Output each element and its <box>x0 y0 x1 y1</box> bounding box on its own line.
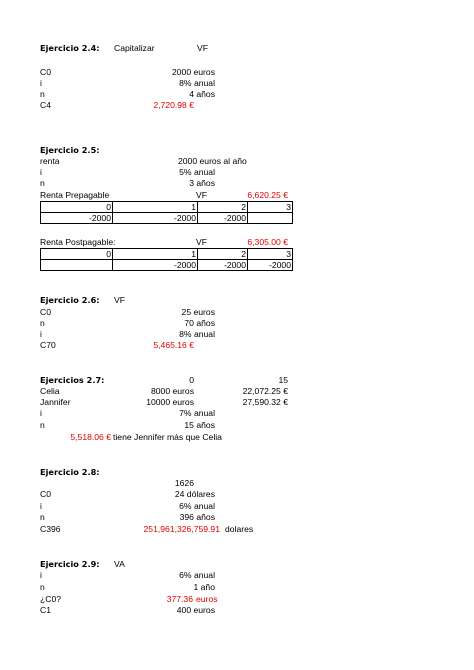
ejercicio-2-4-title: Ejercicio 2.4: <box>40 43 100 53</box>
e27-value-i: 7% anual <box>179 408 215 418</box>
e27-head-0: 0 <box>189 375 194 385</box>
e28-result-unit: dolares <box>225 524 254 534</box>
e25-value-n: 3 años <box>189 178 215 188</box>
e29-value-n: 1 año <box>193 582 215 592</box>
e25-label-n: n <box>40 178 45 188</box>
grid-cell: 3 <box>248 249 293 260</box>
e27-result-jennifer: 27,590.32 € <box>242 397 288 407</box>
ejercicio-2-6-title: Ejercicio 2.6: <box>40 295 100 305</box>
grid-cell: -2000 <box>198 260 248 271</box>
e27-result-celia: 22,072.25 € <box>242 386 288 396</box>
grid-cell <box>248 213 293 224</box>
table-row <box>41 249 293 260</box>
grid-cell: 2 <box>198 202 248 213</box>
e28-label-c0: C0 <box>40 489 51 499</box>
e24-label-n: n <box>40 89 45 99</box>
e26-label-i: i <box>40 329 42 339</box>
e26-label-c70: C70 <box>40 340 56 350</box>
e28-result-c396: 251,961,326,759.91 <box>143 524 220 534</box>
e25-label-i: i <box>40 167 42 177</box>
e26-value-c0: 25 euros <box>181 307 215 317</box>
e28-year: 1626 <box>174 478 194 488</box>
e27-head-15: 15 <box>278 375 288 385</box>
e29-value-i: 6% anual <box>179 570 215 580</box>
e29-label-i: i <box>40 570 42 580</box>
ejercicio-2-9-tag: VA <box>114 559 125 569</box>
e25-label-renta: renta <box>40 156 60 166</box>
e27-difference-text: tiene Jennifer más que Celia <box>113 432 222 442</box>
e24-value-i: 8% anual <box>179 78 215 88</box>
grid-cell: -2000 <box>248 260 293 271</box>
e24-result-c4: 2,720.98 € <box>153 100 194 110</box>
table-row <box>41 202 293 213</box>
e24-label-i: i <box>40 78 42 88</box>
e27-label-jennifer: Jannifer <box>40 397 71 407</box>
e27-label-i: i <box>40 408 42 418</box>
e25-postpagable-label: Renta Postpagable: <box>40 237 116 247</box>
ejercicio-2-4-tag: VF <box>197 43 208 53</box>
ejercicio-2-4-subtitle: Capitalizar <box>114 43 155 53</box>
e27-value-jennifer: 10000 euros <box>146 397 194 407</box>
e25-postpagable-tag: VF <box>196 237 207 247</box>
e27-difference-value: 5,518.06 € <box>70 432 111 442</box>
e29-label-c0: ¿C0? <box>40 594 62 604</box>
ejercicio-2-5-title: Ejercicio 2.5: <box>40 145 100 155</box>
e24-value-c0: 2000 euros <box>171 67 215 77</box>
e25-value-i: 5% anual <box>179 167 215 177</box>
e25-prepagable-tag: VF <box>196 190 207 200</box>
e26-label-n: n <box>40 318 45 328</box>
ejercicio-2-7-title: Ejercicios 2.7: <box>40 375 105 385</box>
e28-label-n: n <box>40 512 45 522</box>
e25-prepagable-result: 6,620.25 € <box>247 190 288 200</box>
e27-value-celia: 8000 euros <box>150 386 194 396</box>
e29-label-c1: C1 <box>40 605 51 615</box>
ejercicio-2-6-tag: VF <box>114 295 125 305</box>
grid-cell: 0 <box>41 202 113 213</box>
e25-prepagable-label: Renta Prepagable <box>40 190 110 200</box>
e27-label-celia: Celia <box>40 386 60 396</box>
prepagable-cashflow-grid <box>40 201 293 224</box>
grid-cell: 1 <box>113 249 198 260</box>
e27-value-n: 15 años <box>184 420 215 430</box>
grid-cell: 0 <box>41 249 113 260</box>
e26-value-n: 70 años <box>184 318 215 328</box>
e28-value-c0: 24 dólares <box>174 489 215 499</box>
table-row <box>41 213 293 224</box>
e26-value-i: 8% anual <box>179 329 215 339</box>
table-row <box>41 260 293 271</box>
grid-cell: -2000 <box>113 213 198 224</box>
e29-result-c0: 377.36 <box>166 594 193 604</box>
e26-result-c70: 5,465.16 € <box>153 340 194 350</box>
grid-cell: -2000 <box>198 213 248 224</box>
grid-cell: -2000 <box>113 260 198 271</box>
e25-postpagable-result: 6,305.00 € <box>247 237 288 247</box>
e24-label-c0: C0 <box>40 67 51 77</box>
grid-cell: 3 <box>248 202 293 213</box>
e28-label-i: i <box>40 501 42 511</box>
grid-cell: 2 <box>198 249 248 260</box>
e26-label-c0: C0 <box>40 307 51 317</box>
e28-label-c396: C396 <box>40 524 61 534</box>
ejercicio-2-9-title: Ejercicio 2.9: <box>40 559 100 569</box>
ejercicio-2-8-title: Ejercicio 2.8: <box>40 467 100 477</box>
postpagable-cashflow-grid <box>40 248 293 271</box>
e24-label-c4: C4 <box>40 100 51 110</box>
e29-value-c1: 400 euros <box>176 605 215 615</box>
e24-value-n: 4 años <box>189 89 215 99</box>
e28-value-i: 6% anual <box>179 501 215 511</box>
e28-value-n: 396 años <box>179 512 215 522</box>
grid-cell <box>41 260 113 271</box>
e25-value-renta: 2000 euros al año <box>178 156 247 166</box>
grid-cell: 1 <box>113 202 198 213</box>
e29-label-n: n <box>40 582 45 592</box>
grid-cell: -2000 <box>41 213 113 224</box>
e29-result-unit: euros <box>196 594 218 604</box>
e27-label-n: n <box>40 420 45 430</box>
